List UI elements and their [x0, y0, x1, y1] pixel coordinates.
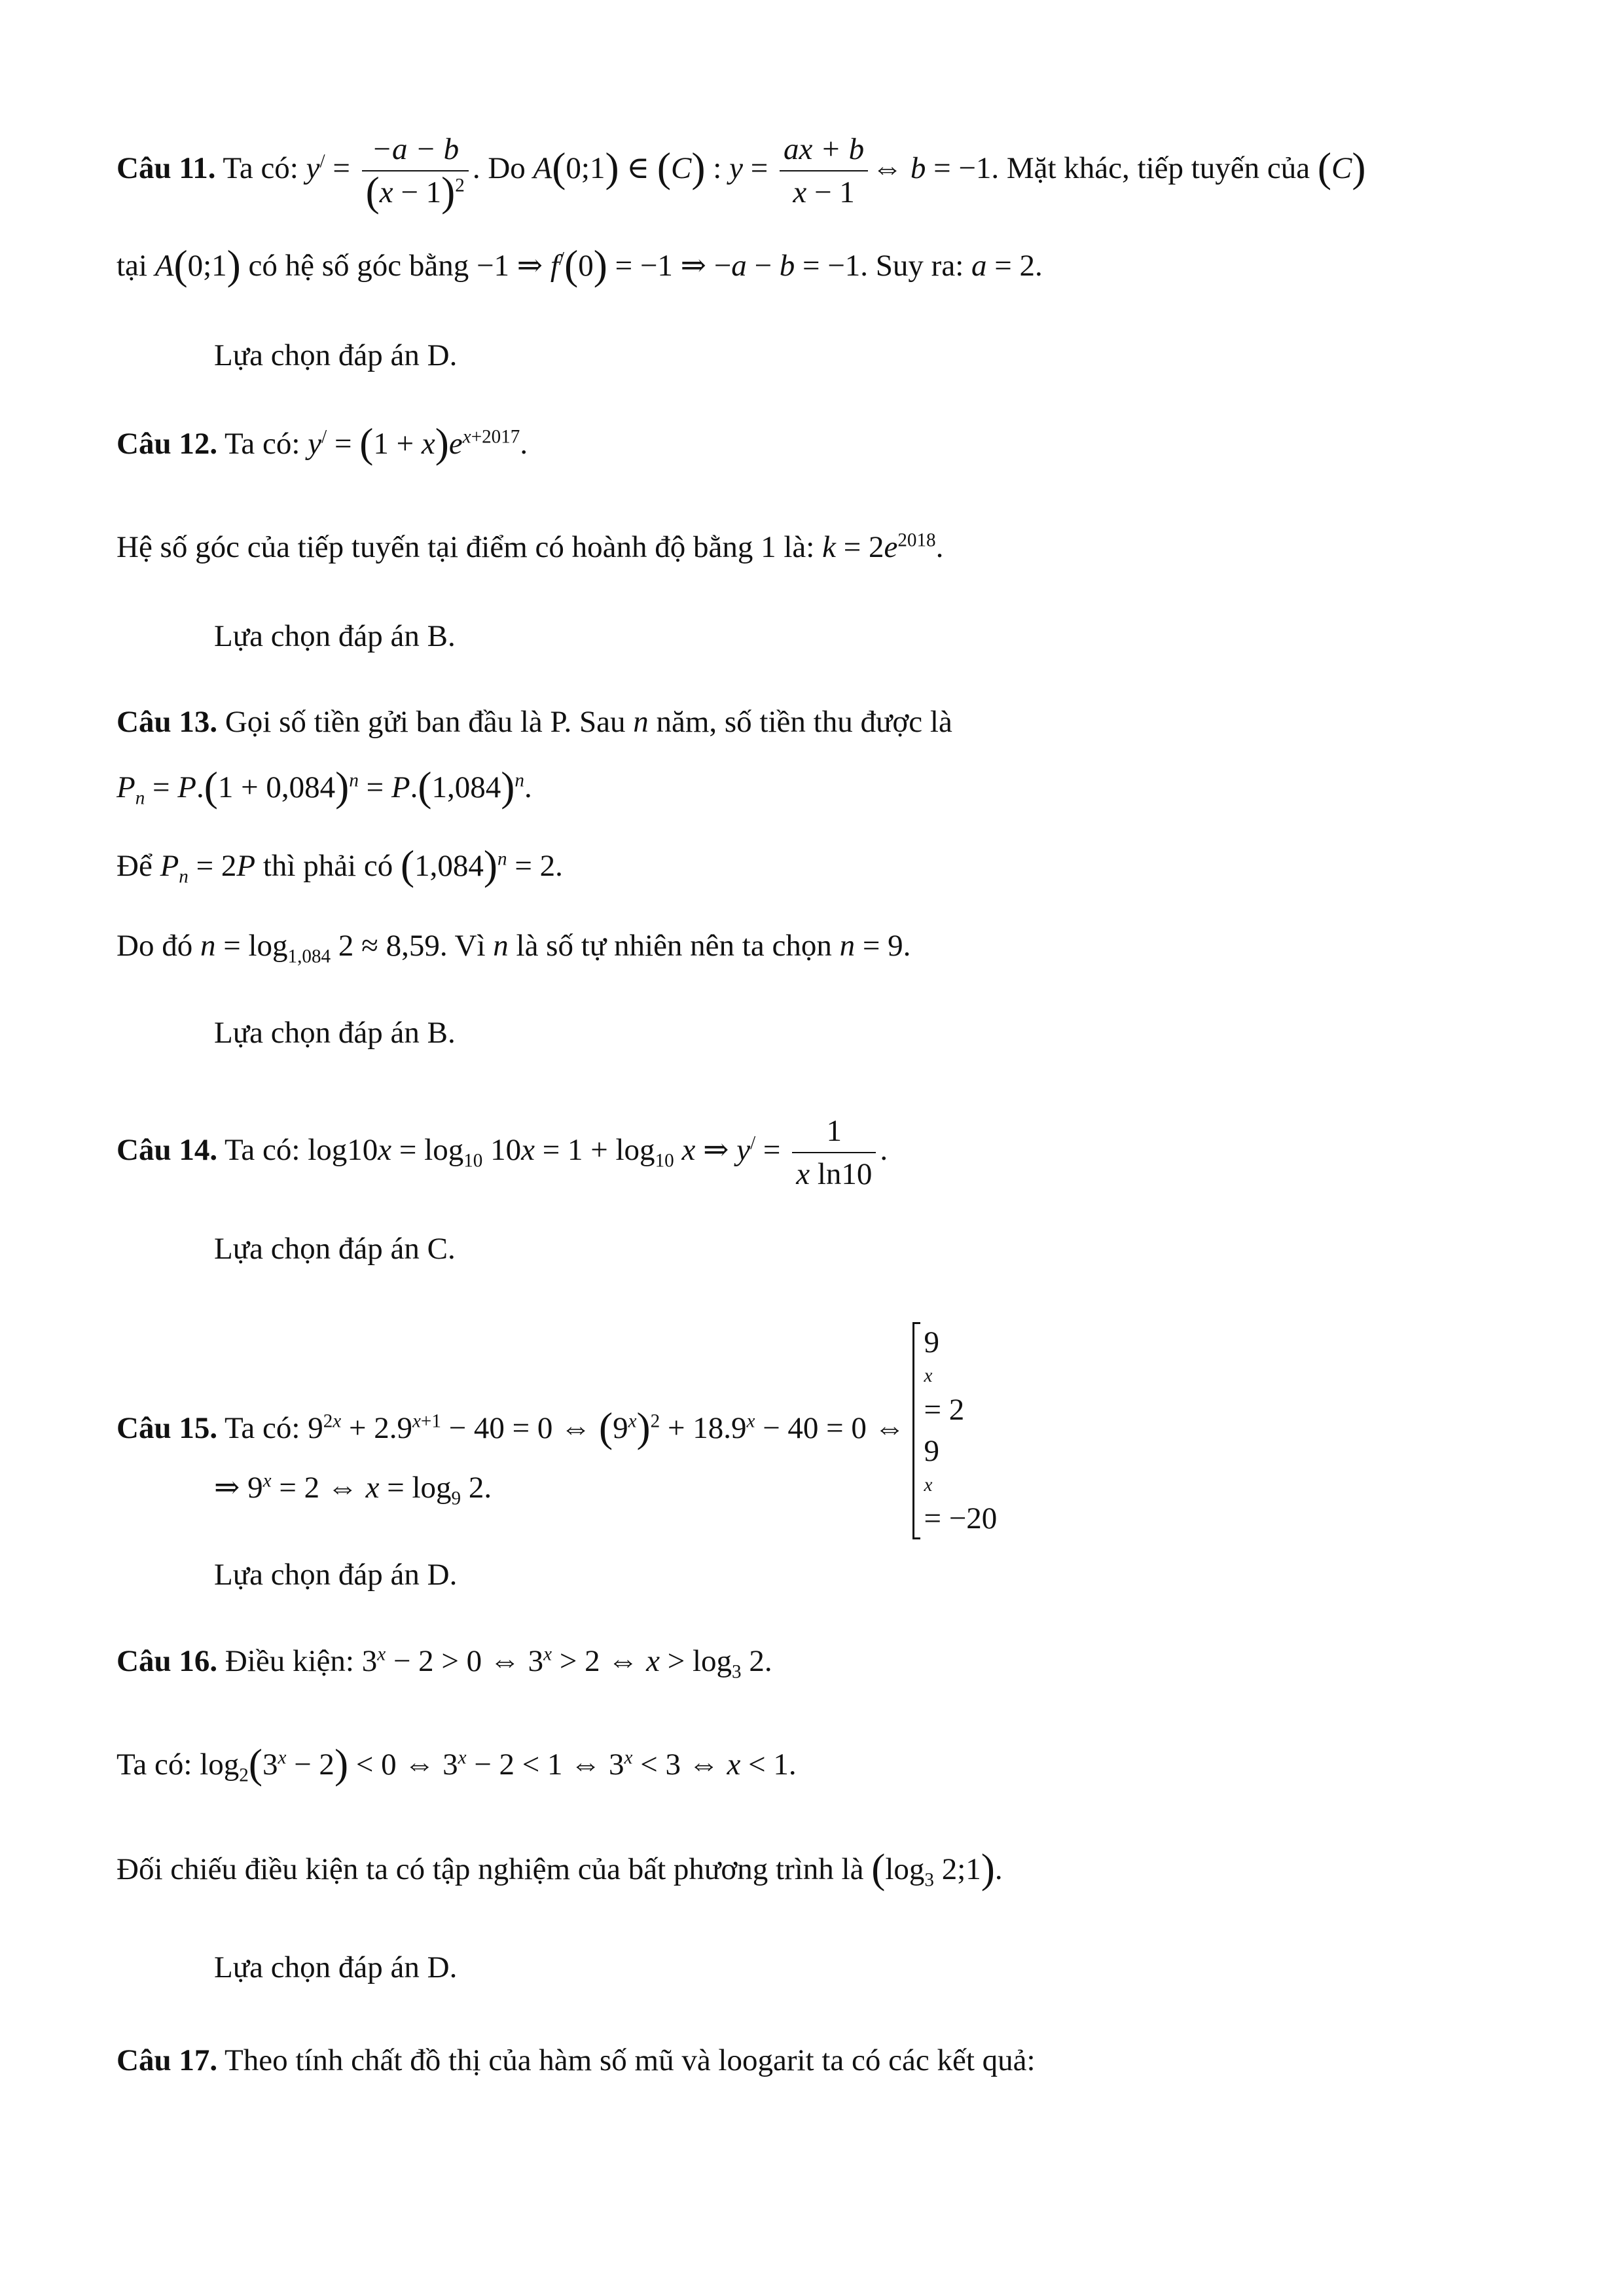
cau-14-line-1: Câu 14. Ta có: $\log 10x = \log_{10} 10x = 1 + \log_{10} x$ ⇒ y/ = $\frac{1}{\text{x ln10}}$ .	[117, 1113, 888, 1193]
formula-fraction: $\frac{ax + b}{x - 1}$	[780, 131, 868, 211]
cau-11-line-1: Câu 11. Ta có: y/ = $\frac{-a - b}{(x - 1)^2}$ . Do A(0;1) ∈ (C) : y = $\frac{ax + b}{x - 1}$ ⇔ b = −1. Mặt khác, tiếp tuyến của (C)	[117, 132, 1366, 215]
answer-line: Lựa chọn đáp án B.	[214, 1016, 456, 1050]
cau-12-line-2: Hệ số góc của tiếp tuyến tại điểm có hoành độ bằng 1 là: $k = 2e^{2018}$.	[117, 529, 944, 564]
cau-13-line-3: Để $P_n = 2P$ thì phải có $(1,084)^n = 2$.	[117, 842, 563, 889]
question-label: Câu 12.	[117, 427, 218, 461]
answer-line: Lựa chọn đáp án B.	[214, 619, 456, 653]
answer-line: Lựa chọn đáp án D.	[214, 338, 458, 372]
text: Ta có:	[225, 427, 300, 461]
text: Hệ số góc của tiếp tuyến tại điểm có hoành độ bằng 1 là:	[117, 530, 815, 564]
text: Mặt khác, tiếp tuyến của	[1006, 151, 1310, 186]
text: Để	[117, 849, 153, 883]
question-label: Câu 13.	[117, 705, 218, 739]
text: Do đó	[117, 929, 193, 963]
question-label: Câu 11.	[117, 151, 216, 186]
cau-16-line-2: Ta có: $\log_2(3^x - 2) < 0$ ⇔ $3^x - 2 < 1$ ⇔ $3^x < 3$ ⇔ x < 1.	[117, 1740, 797, 1787]
answer-line: Lựa chọn đáp án D.	[214, 1950, 458, 1984]
formula-fraction: $\frac{1}{\text{x ln10}}$	[792, 1113, 876, 1193]
text: thì phải có	[262, 849, 393, 883]
text: Ta có:	[225, 1410, 300, 1445]
text: Vì	[454, 929, 486, 963]
text: Ta có:	[117, 1748, 192, 1782]
question-label: Câu 17.	[117, 2043, 218, 2077]
text: là số tự nhiên nên ta chọn	[516, 929, 832, 963]
formula-fraction: $\frac{-a - b}{(x - 1)^2}$	[362, 131, 469, 211]
text: năm, số tiền thu được là	[656, 705, 952, 739]
answer-line: Lựa chọn đáp án D.	[214, 1558, 458, 1592]
cau-13-line-4: Do đó $n = \log_{1,084} 2 \approx 8,59$. Vì n là số tự nhiên nên ta chọn n = 9.	[117, 929, 911, 967]
cau-15-line-1: Câu 15. Ta có: $9^{2x} + 2.9^{x+1} - 40 = 0$ ⇔ $(9^x)^2 + 18.9^x - 40 = 0$ ⇔ 9 $^x$ = 2 9 $^x$ = −20	[117, 1322, 997, 1539]
text: tại	[117, 249, 147, 283]
text: Điều kiện:	[225, 1644, 354, 1678]
question-label: Câu 16.	[117, 1644, 218, 1678]
text: Theo tính chất đồ thị của hàm số mũ và loogarit ta có các kết quả:	[225, 2043, 1036, 2077]
text: có hệ số góc bằng	[248, 249, 469, 283]
text: Do	[488, 151, 526, 186]
text: Đối chiếu điều kiện ta có tập nghiệm của bất phương trình là	[117, 1852, 864, 1886]
cau-15-line-2: ⇒ $9^x = 2$ ⇔ $x = \log_9 2$.	[214, 1470, 492, 1509]
cau-13-line-1: Câu 13. Gọi số tiền gửi ban đầu là P. Sau n năm, số tiền thu được là	[117, 705, 952, 739]
text: Gọi số tiền gửi ban đầu là P. Sau	[225, 705, 626, 739]
cau-11-line-2: tại A(0;1) có hệ số góc bằng −1 ⇒ f/(0) = −1 ⇒ −a − b = −1. Suy ra: a = 2.	[117, 242, 1043, 289]
answer-line: Lựa chọn đáp án C.	[214, 1232, 456, 1266]
cau-17-line-1	[117, 2042, 1036, 2079]
question-label: Câu 15.	[117, 1410, 218, 1445]
cau-12-line-1: Câu 12. Ta có: $y^/ = (1 + x)e^{x+2017}$.	[117, 420, 528, 467]
cau-16-line-3: Đối chiếu điều kiện ta có tập nghiệm của bất phương trình là ($\log_3$ 2;1).	[117, 1845, 1003, 1892]
solution-system: 9 $^x$ = 2 9 $^x$ = −20	[912, 1322, 997, 1539]
question-label: Câu 14.	[117, 1133, 218, 1168]
text: Ta có:	[223, 151, 298, 186]
cau-16-line-1: Câu 16. Điều kiện: $3^x - 2 > 0$ ⇔ $3^x > 2$ ⇔ $x > \log_3 2$.	[117, 1643, 772, 1683]
cau-13-line-2: $P_n = P.(1 + 0,084)^n = P.(1,084)^n$.	[117, 763, 532, 810]
text: Suy ra:	[875, 249, 964, 283]
text: Ta có:	[225, 1133, 300, 1168]
